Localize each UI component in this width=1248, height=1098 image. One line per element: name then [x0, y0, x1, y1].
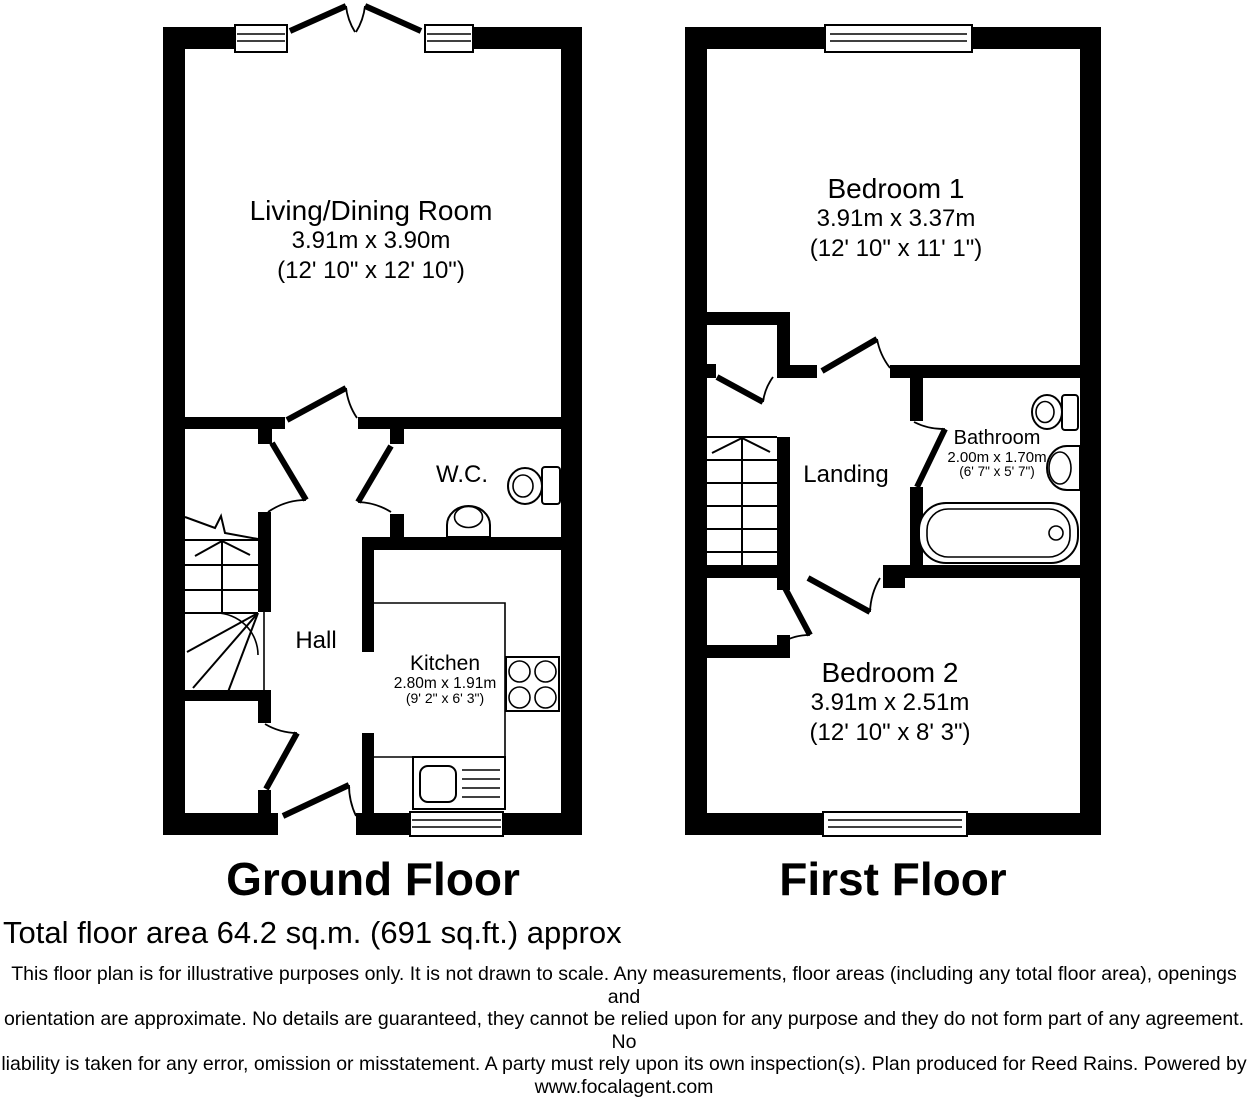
room-label-living-dining [250, 196, 493, 286]
room-name: Kitchen [394, 653, 497, 676]
disclaimer-line: liability is taken for any error, omission or misstatement. A party must rely upon its own inspection(s). Plan produced for Reed Rains. Powered by [0, 1053, 1248, 1076]
kitchen-sink-icon [413, 757, 505, 809]
window-icon [235, 25, 287, 52]
staircase-icon [707, 437, 777, 565]
room-size-imperial: (12' 10" x 12' 10") [250, 256, 493, 286]
door-swing-icon [268, 443, 306, 512]
room-size-metric: 2.00m x 1.70m [947, 450, 1046, 466]
disclaimer-line: www.focalagent.com [0, 1076, 1248, 1098]
room-label-bedroom1 [810, 174, 983, 264]
first-floor-title: First Floor [779, 855, 1006, 905]
cupboard-door-swing-icon [265, 724, 297, 789]
hand-basin-icon [447, 506, 490, 537]
door-swing-icon [914, 422, 945, 487]
room-name: Bathroom [947, 428, 1046, 450]
disclaimer [0, 963, 1248, 1098]
room-label-wc: W.C. [436, 462, 488, 488]
ground-floor-title: Ground Floor [226, 855, 520, 905]
room-size-imperial: (12' 10" x 8' 3") [810, 718, 971, 748]
door-swing-icon [287, 388, 357, 420]
room-size-metric: 2.80m x 1.91m [394, 676, 497, 692]
room-label-hall: Hall [295, 628, 336, 654]
staircase-icon [185, 516, 264, 692]
total-floor-area: Total floor area 64.2 sq.m. (691 sq.ft.) approx [3, 915, 622, 951]
cupboard-door-swing-icon [717, 377, 773, 402]
room-size-metric: 3.91m x 3.90m [250, 226, 493, 256]
room-size-imperial: (6' 7" x 5' 7") [947, 465, 1046, 480]
room-label-bedroom2 [810, 658, 971, 748]
room-label-landing: Landing [803, 462, 888, 488]
room-size-imperial: (9' 2" x 6' 3") [394, 691, 497, 706]
cupboard-door-swing-icon [781, 588, 810, 643]
toilet-icon [1032, 395, 1078, 430]
kitchen-hob-icon [506, 657, 559, 711]
window-icon [425, 25, 473, 52]
hand-basin-icon [1047, 446, 1080, 490]
window-icon [410, 812, 503, 836]
room-size-metric: 3.91m x 2.51m [810, 688, 971, 718]
room-label-kitchen [394, 653, 497, 707]
door-swing-icon [358, 446, 391, 512]
door-swing-icon [808, 578, 880, 612]
disclaimer-line: orientation are approximate. No details are guaranteed, they cannot be relied upon for any purpose and they do not form part of any agreement. No [0, 1008, 1248, 1053]
window-icon [823, 812, 967, 836]
front-door-swing-icon [283, 785, 356, 816]
window-icon [825, 25, 972, 52]
ground-floor-plan [163, 6, 582, 836]
disclaimer-line: This floor plan is for illustrative purposes only. It is not drawn to scale. Any measurements, floor areas (including any total floor area), openings and [0, 963, 1248, 1008]
room-size-metric: 3.91m x 3.37m [810, 204, 983, 234]
room-name: Bedroom 2 [810, 658, 971, 688]
room-size-imperial: (12' 10" x 11' 1") [810, 234, 983, 264]
room-label-bathroom [947, 428, 1046, 480]
room-name: Living/Dining Room [250, 196, 493, 226]
bathtub-icon [919, 503, 1078, 563]
ground-floor-walls [163, 27, 582, 835]
toilet-icon [508, 467, 560, 504]
room-name: Bedroom 1 [810, 174, 983, 204]
door-swing-icon [822, 339, 890, 371]
